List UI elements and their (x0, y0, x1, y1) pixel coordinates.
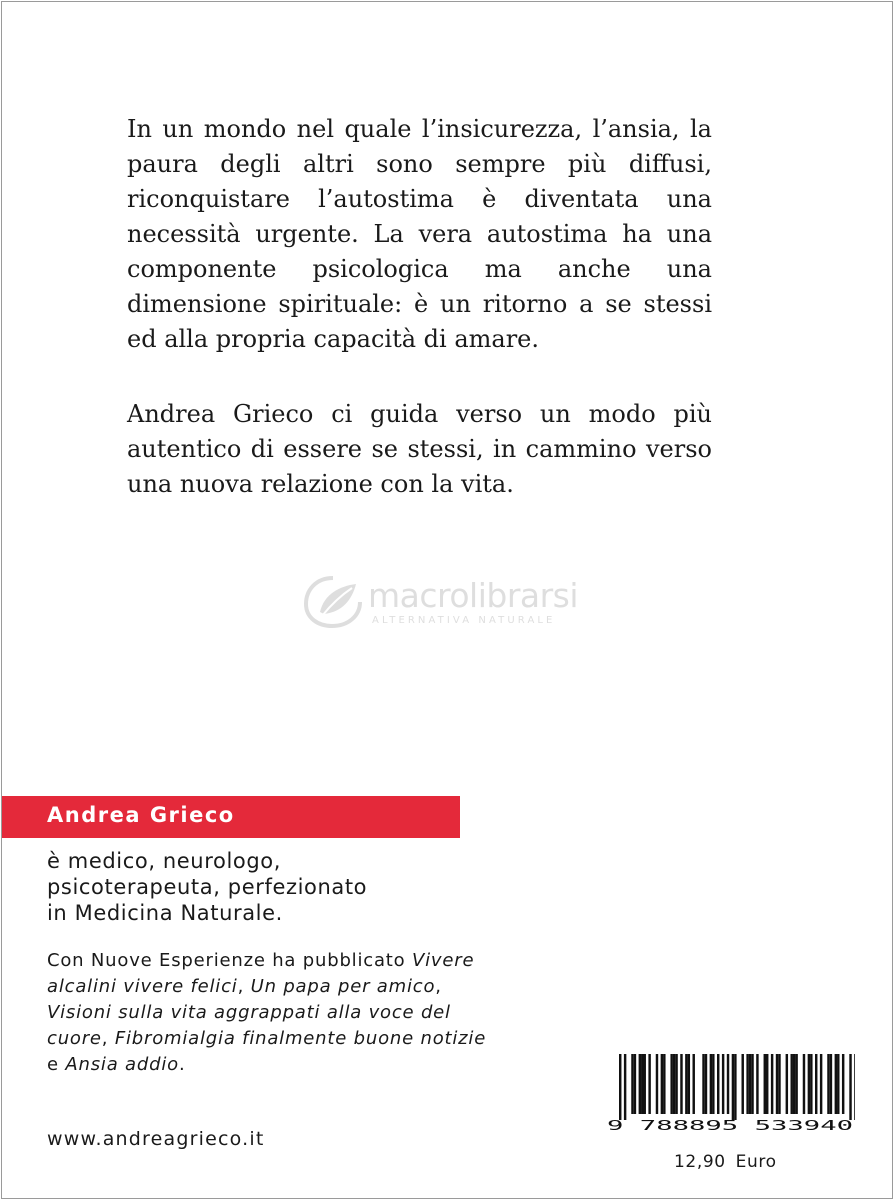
author-name-bar (2, 796, 460, 838)
macrolibrarsi-watermark (302, 572, 602, 632)
barcode-bar (786, 1054, 788, 1114)
isbn-barcode (605, 1054, 855, 1134)
barcode-bar (742, 1054, 744, 1114)
separator: , (237, 976, 251, 997)
barcode-bar (624, 1054, 626, 1120)
price (674, 1152, 777, 1172)
barcode-bar (732, 1054, 734, 1120)
barcode-bar (810, 1054, 812, 1114)
barcode-bar (771, 1054, 773, 1114)
barcode-bar (793, 1054, 795, 1114)
barcode-bar (776, 1054, 778, 1114)
bio-line: in Medicina Naturale. (47, 901, 283, 925)
barcode-bar (842, 1054, 844, 1114)
barcode-bar (746, 1054, 748, 1114)
separator: , (435, 976, 442, 997)
publications-intro: Con Nuove Esperienze ha pubblicato (47, 950, 412, 971)
barcode-bar (648, 1054, 650, 1114)
blurb-paragraph-2: Andrea Grieco ci guida verso un modo più autentico di essere se stessi, in cammino verso una nuova relazione con la vita. (127, 400, 712, 498)
barcode-digits: 9 788895 533940 (607, 1119, 853, 1134)
barcode-bar (712, 1054, 714, 1114)
barcode-bar (673, 1054, 675, 1114)
bio-line: psicoterapeuta, perfezionato (47, 875, 368, 899)
price-amount: 12,90 (674, 1152, 726, 1172)
book-title: Un papa per amico (250, 976, 436, 997)
barcode-bar (849, 1054, 851, 1120)
leaf-logo-icon (302, 574, 364, 630)
barcode-bar (756, 1054, 758, 1114)
barcode-bar (705, 1054, 707, 1114)
author-name: Andrea Grieco (47, 803, 235, 827)
barcode-bar (639, 1054, 641, 1114)
book-title: Fibromialgia finalmente buone notizie (114, 1028, 487, 1049)
price-currency: Euro (735, 1152, 777, 1172)
barcode-bars (619, 1054, 855, 1120)
barcode-bar (727, 1054, 729, 1114)
blurb-paragraph-1: In un mondo nel quale l’insicurezza, l’ansia, la paura degli altri sono sempre più diffusi, riconquistare l’autostima è diventata una necessità urgente. La vera autostima ha una componente psicologica ma anche una dimensione spirituale: è un ritorno a se stessi ed alla propria capacità di amare. (127, 115, 712, 353)
author-publications (47, 948, 487, 1078)
barcode-bar (675, 1054, 677, 1114)
barcode-bar (803, 1054, 805, 1114)
barcode-bar (693, 1054, 695, 1114)
barcode-bar (656, 1054, 658, 1114)
barcode-bar (717, 1054, 719, 1114)
barcode-bar (827, 1054, 829, 1114)
barcode-bar (702, 1054, 704, 1114)
barcode-bar (749, 1054, 751, 1114)
barcode-bar (670, 1054, 672, 1114)
barcode-bar (631, 1054, 633, 1114)
book-title: Ansia addio (65, 1054, 179, 1075)
barcode-bar (795, 1054, 797, 1114)
separator: . (178, 1054, 186, 1075)
barcode-bar (820, 1054, 822, 1114)
barcode-bar (808, 1054, 810, 1114)
barcode-bar (791, 1054, 793, 1114)
barcode-bar (815, 1054, 817, 1114)
barcode-bar (644, 1054, 646, 1114)
barcode-bar (663, 1054, 665, 1114)
barcode-bar (830, 1054, 832, 1114)
barcode-bar (685, 1054, 687, 1114)
barcode-bar (710, 1054, 712, 1114)
barcode-bar (751, 1054, 753, 1114)
author-bio (47, 848, 477, 926)
barcode-bar (854, 1054, 855, 1120)
bio-line: è medico, neurologo, (47, 849, 281, 873)
barcode-bar (766, 1054, 768, 1114)
barcode-bar (634, 1054, 636, 1114)
separator: , (101, 1028, 115, 1049)
barcode-bar (661, 1054, 663, 1114)
barcode-bar (641, 1054, 643, 1114)
barcode-bar (688, 1054, 690, 1114)
barcode-bar (778, 1054, 780, 1114)
barcode-bar (835, 1054, 837, 1114)
barcode-bar (734, 1054, 736, 1120)
barcode-bar (764, 1054, 766, 1114)
blurb (127, 112, 712, 502)
barcode-bar (837, 1054, 839, 1114)
watermark-tagline: ALTERNATIVA NATURALE (372, 615, 556, 626)
barcode-bar (722, 1054, 724, 1114)
barcode-bar (619, 1054, 621, 1120)
book-title: Visioni sulla vita aggrappati alla voce del cuore (47, 1002, 451, 1049)
back-cover (1, 1, 893, 1199)
barcode-bar (680, 1054, 682, 1114)
separator: e (47, 1054, 66, 1075)
author-website: www.andreagrieco.it (47, 1128, 265, 1150)
book-title: Vivere alcalini vivere felici (47, 950, 475, 997)
watermark-name: macrolibrarsi (368, 576, 579, 615)
